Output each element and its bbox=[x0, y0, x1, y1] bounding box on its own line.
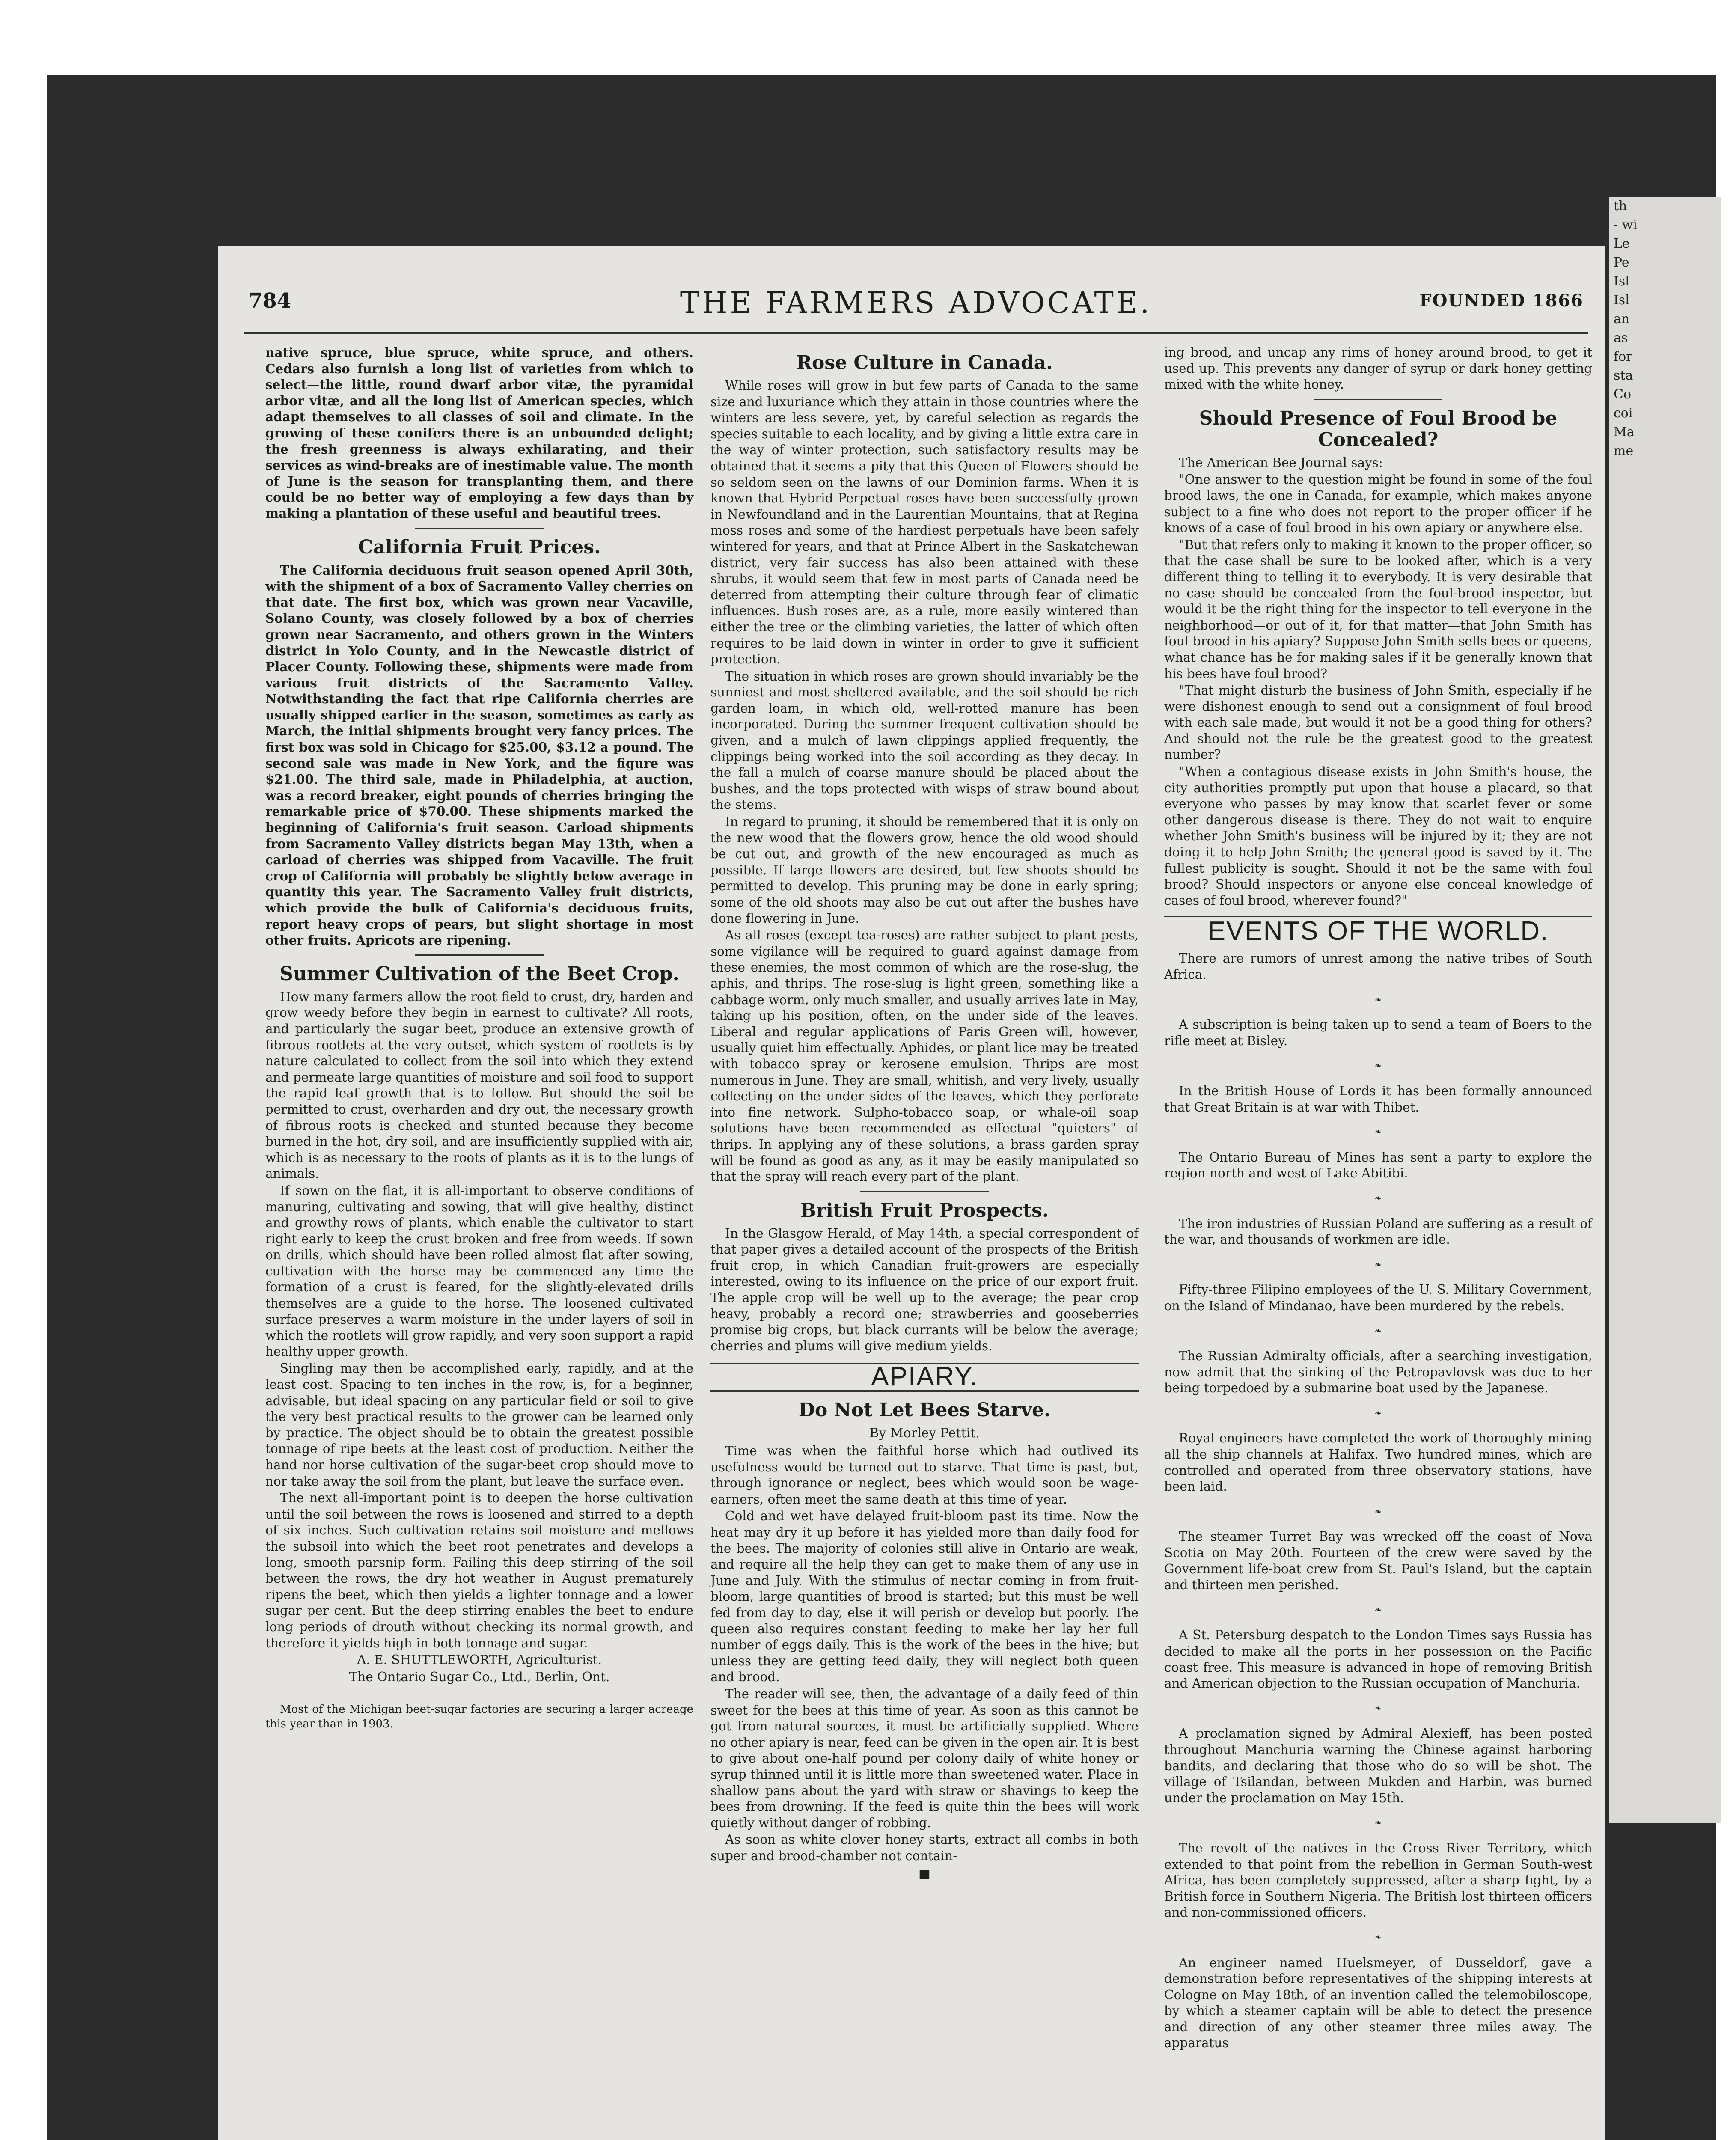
michigan-note: Most of the Michigan beet-sugar factories are securing a larger acreage this year than in 1903. bbox=[265, 1703, 693, 1731]
item-divider: ❧ bbox=[1374, 1703, 1382, 1713]
article-title-bees-starve: Do Not Let Bees Starve. bbox=[798, 1399, 1051, 1421]
article-paragraph: In the Glasgow Herald, of May 14th, a special correspondent of that paper gives a detailed account of the prospects of the British fruit crop, in which Canadian fruit-growers are especially interested, owing to its influence on the price of our export fruit. The apple crop will be well up to the average; the pear crop heavy, probably a record one; strawberries and gooseberries promise big crops, but black currants will be below the average; cherries and plums will give medium yields. bbox=[710, 1226, 1139, 1353]
section-heading-events: EVENTS OF THE WORLD. bbox=[1164, 916, 1592, 946]
bees-article-continuation: ing brood, and uncap any rims of honey around brood, to get it used up. This prevents any danger of syrup or dark honey getting mixed with the white honey. bbox=[1164, 345, 1592, 392]
edge-fragment: Pe bbox=[1614, 255, 1629, 270]
edge-fragment: sta bbox=[1614, 368, 1633, 383]
article-paragraph: The reader will see, then, the advantage of a daily feed of thin sweet for the bees at this time of year. As soon as this cannot be got from natural sources, it must be artificially supplied. Where no other apiary is near, feed can be given in the open air. It is best to give about one-half pound per colony daily of white honey or syrup thinned until it is little more than sweetened water. Place in shallow pans about the yard with straw or shavings to keep the bees from drowning. If the feed is quite thin the bees will work quietly without danger of robbing. bbox=[710, 1686, 1139, 1830]
article-paragraph: How many farmers allow the root field to crust, dry, harden and grow weedy before they begin in earnest to cultivate? All roots, and particularly the sugar beet, produce an extensive growth of fibrous rootlets at the very outset, which system of rootlets is by nature calculated to collect from the soil into which they extend and permeate large quantities of moisture and soil food to support the rapid leaf growth that is to follow. But should the soil be permitted to crust, overharden and dry out, the necessary growth of fibrous roots is checked and stunted because they become burned in the hot, dry soil, and are insufficiently supplied with air, which is as necessary to the roots of plants as it is to the lungs of animals. bbox=[265, 989, 693, 1181]
item-divider: ❧ bbox=[1374, 1126, 1382, 1137]
article-paragraph: Cold and wet have delayed fruit-bloom past its time. Now the heat may dry it up before it has yielded more than daily food for the bees. The majority of colonies still alive in Ontario are weak, and require all the help they can get to make them of any use in June and July. With the stimulus of nectar coming in from fruit-bloom, large quantities of brood is started; but this must be well fed from day to day, else it will perish or develop but poorly. The queen also requires constant feeding to make her lay her full number of eggs daily. This is the work of the bees in the hive; but unless they are getting feed daily, they will neglect both queen and brood. bbox=[710, 1509, 1139, 1685]
fold-mark: ■ bbox=[919, 1866, 930, 1881]
edge-fragment: me bbox=[1614, 443, 1634, 458]
section-heading-apiary: APIARY. bbox=[710, 1362, 1139, 1392]
edge-fragment: Ma bbox=[1614, 425, 1635, 440]
article-body-california: The California deciduous fruit season opened April 30th, with the shipment of a box of Sacramento Valley cherries on that date. The first box, which was grown near Vacaville, Solano County, was closely followed by a box of cherries grown near Sacramento, and others grown in the Winters district in Yolo County, and in the Newcastle district of Placer County. Following these, shipments were made from various fruit districts of the Sacramento Valley. Notwithstanding the fact that ripe California cherries are usually shipped earlier in the season, sometimes as early as March, the initial shipments brought very fancy prices. The first box was sold in Chicago for $25.00, $3.12 a pound. The second sale was made in New York, and the figure was $21.00. The third sale, made in Philadelphia, at auction, was a record breaker, eight pounds of cherries bringing the remarkable price of $70.00. These shipments marked the beginning of California's fruit season. Carload shipments from Sacramento Valley districts began May 13th, when a carload of cherries was shipped from Vacaville. The fruit crop of California will probably be slightly below average in quantity this year. The Sacramento Valley fruit districts, which provide the bulk of California's deciduous fruits, report heavy crops of pears, but slight shortage in most other fruits. Apricots are ripening. bbox=[265, 562, 693, 948]
news-item: There are rumors of unrest among the native tribes of South Africa. bbox=[1164, 951, 1592, 982]
article-title-rose-culture: Rose Culture in Canada. bbox=[796, 352, 1053, 374]
section-rule bbox=[415, 528, 544, 529]
article-title-california-fruit-prices: California Fruit Prices. bbox=[358, 536, 601, 558]
news-item: Royal engineers have completed the work of thoroughly mining all the ship channels at Halifax. Two hundred mines, which are controlled and operated from three observatory stations, have been laid. bbox=[1164, 1431, 1592, 1494]
news-item: The revolt of the natives in the Cross River Territory, which extended to that point from the rebellion in German South-west Africa, has been completely suppressed, after a sharp fight, by a British force in Southern Nigeria. The British lost thirteen officers and non-commissioned officers. bbox=[1164, 1840, 1592, 1920]
article-paragraph: The situation in which roses are grown should invariably be the sunniest and most sheltered available, and the soil should be rich garden loam, in which old, well-rotted manure has been incorporated. During the summer frequent cultivation should be given, and a mulch of lawn clippings applied frequently, the clippings being worked into the soil according as they decay. In the fall a mulch of coarse manure should be placed about the bushes, and the tops protected with wisps of straw bound about the stems. bbox=[710, 669, 1139, 812]
founded-year: FOUNDED 1866 bbox=[1419, 291, 1584, 311]
edge-fragment: for bbox=[1614, 349, 1632, 364]
item-divider: ❧ bbox=[1374, 1506, 1382, 1516]
article-paragraph: Time was when the faithful horse which had outlived its usefulness would be turned out to starve. That time is past, but, through ignorance or neglect, bees which would soon be wage-earners, often meet the same death at this time of year. bbox=[710, 1444, 1139, 1507]
edge-fragment: Co bbox=[1614, 387, 1632, 402]
news-item: In the British House of Lords it has been formally announced that Great Britain is at war with Thibet. bbox=[1164, 1083, 1592, 1115]
news-item: Fifty-three Filipino employees of the U. S. Military Government, on the Island of Mindanao, have been murdered by the rebels. bbox=[1164, 1282, 1592, 1313]
article-paragraph: As all roses (except tea-roses) are rather subject to plant pests, some vigilance will be required to guard against damage from these enemies, the most common of which are the rose-slug, the aphis, and thrips. The rose-slug is light green, something like a cabbage worm, only much smaller, and usually arrives late in May, taking up his position, often, on the under side of the leaves. Liberal and regular applications of Paris Green will, however, usually quiet him effectually. Aphides, or plant lice may be treated with tobacco spray or kerosene emulsion. Thrips are most numerous in June. They are small, whitish, and very lively, usually collecting on the under sides of the leaves, which they perforate into fine network. Sulpho-tobacco soap, or whale-oil soap solutions have been recommended as effectual "quieters" of thrips. In applying any of these solutions, a brass garden spray will be found as good as any, as it may be easily manipulated so that the spray will reach every part of the plant. bbox=[710, 928, 1139, 1184]
article-paragraph: "One answer to the question might be found in some of the foul brood laws, the one in Canada, for example, which makes anyone subject to a fine who does not report to the proper officer if he knows of a case of foul brood in his own apiary or anywhere else. bbox=[1164, 472, 1592, 535]
item-divider: ❧ bbox=[1374, 1817, 1382, 1828]
news-item: A St. Petersburg despatch to the London Times says Russia has decided to make all the ports in her possession on the Pacific coast free. This measure is advanced in hope of removing British and American objection to the Russian occupation of Manchuria. bbox=[1164, 1628, 1592, 1691]
article-paragraph: In regard to pruning, it should be remembered that it is only on the new wood that the flowers grow, hence the old wood should be cut out, and growth of the new encouraged as much as possible. If large flowers are desired, but few shoots should be permitted to develop. This pruning may be done in early spring; some of the old shoots may also be cut out after the bushes have done flowering in June. bbox=[710, 814, 1139, 926]
middle-column bbox=[710, 345, 1139, 1883]
newspaper-page bbox=[218, 246, 1605, 2140]
edge-fragment: Isl bbox=[1614, 293, 1629, 308]
item-divider: ❧ bbox=[1374, 1259, 1382, 1269]
edge-fragment: - wi bbox=[1614, 217, 1637, 232]
item-divider: ❧ bbox=[1374, 1604, 1382, 1615]
news-item: The Russian Admiralty officials, after a searching investigation, now admit that the sinking of the Petropavlovsk was due to her being torpedoed by a submarine boat used by the Japanese. bbox=[1164, 1349, 1592, 1396]
author-signature: A. E. SHUTTLEWORTH, Agriculturist. bbox=[357, 1653, 602, 1667]
item-divider: ❧ bbox=[1374, 1407, 1382, 1418]
article-lead: The American Bee Journal says: bbox=[1179, 455, 1383, 470]
article-title-british-fruit: British Fruit Prospects. bbox=[800, 1199, 1049, 1222]
page-number: 784 bbox=[248, 289, 291, 313]
article-title-foul-brood: Should Presence of Foul Brood be Concealed? bbox=[1199, 407, 1558, 451]
item-divider: ❧ bbox=[1374, 1325, 1382, 1336]
item-divider: ❧ bbox=[1374, 1932, 1382, 1942]
item-divider: ❧ bbox=[1374, 994, 1382, 1005]
news-item: The Ontario Bureau of Mines has sent a party to explore the region north and west of Lake Abitibi. bbox=[1164, 1150, 1592, 1181]
header-rule bbox=[244, 332, 1588, 334]
news-item: A subscription is being taken up to send a team of Boers to the rifle meet at Bisley. bbox=[1164, 1017, 1592, 1048]
section-rule bbox=[860, 1191, 989, 1192]
article-paragraph: While roses will grow in but few parts of Canada to the same size and luxuriance which they attain in those countries where the winters are less severe, yet, by careful selection as regards the species suitable to each locality, and by giving a little extra care in the way of winter protection, such satisfactory results may be obtained that it seems a pity that this Queen of Flowers should be so seldom seen on the lawns of our Dominion farms. When it is known that Hybrid Perpetual roses have been successfully grown in Newfoundland and in the Laurentian Mountains, that at Regina moss roses and some of the hardiest perpetuals have been safely wintered for years, and that at Prince Albert in the Saskatchewan district, very fair success has also been attained with these shrubs, it would seem that few in most parts of Canada need be deterred from attempting their culture through fear of climatic influences. Bush roses are, as a rule, more easily wintered than either the tree or the climbing varieties, the latter of which often requires to be laid down in winter in order to give it sufficient protection. bbox=[710, 378, 1139, 667]
masthead: THE FARMERS ADVOCATE. bbox=[680, 286, 1152, 320]
article-paragraph: If sown on the flat, it is all-important to observe conditions of manuring, cultivating and sowing, that will give healthy, distinct and growthy rows of plants, which enable the cultivator to start right early to keep the crust broken and free from weeds. If sown on drills, which should have been rolled almost flat after sowing, cultivation with the horse may be commenced any time the formation of a crust is feared, for the slightly-elevated drills themselves are a guide to the horse. The loosened cultivated surface preserves a warm moisture in the under layers of soil in which the rootlets will grow rapidly, and very soon support a rapid healthy upper growth. bbox=[265, 1183, 693, 1359]
edge-fragment: coi bbox=[1614, 406, 1633, 421]
section-rule bbox=[1314, 399, 1442, 400]
author-company: The Ontario Sugar Co., Ltd., Berlin, Ont. bbox=[349, 1669, 610, 1684]
article-paragraph: As soon as white clover honey starts, extract all combs in both super and brood-chamber not contain- bbox=[710, 1832, 1139, 1863]
page-header bbox=[244, 286, 1588, 327]
article-title-beet-cultivation: Summer Cultivation of the Beet Crop. bbox=[279, 963, 679, 985]
adjacent-page-edge bbox=[1609, 197, 1721, 1823]
edge-fragment: as bbox=[1614, 330, 1628, 345]
item-divider: ❧ bbox=[1374, 1192, 1382, 1203]
edge-fragment: Le bbox=[1614, 236, 1630, 251]
edge-fragment: Isl bbox=[1614, 274, 1629, 289]
edge-fragment: th bbox=[1614, 199, 1627, 214]
conifer-article-continuation: native spruce, blue spruce, white spruce, and others. Cedars also furnish a long list of varieties from which to select—the little, round dwarf arbor vitæ, the pyramidal arbor vitæ, and all the long list of American species, which adapt themselves to all classes of soil and climate. In the growing of these conifers there is an unbounded delight; the fresh greenness is always exhilarating, and their services as wind-breaks are of inestimable value. The month of June is the season for transplanting them, and there could be no better way of employing a few days than by making a plantation of these useful and beautiful trees. bbox=[265, 345, 693, 521]
right-column bbox=[1164, 345, 1592, 2060]
article-paragraph: "That might disturb the business of John Smith, especially if he were dishonest enough to send out a consignment of foul brood with each sale made, but would it not be a good thing for others? And should not the rule be the greatest good to the greatest number? bbox=[1164, 683, 1592, 762]
news-item: The steamer Turret Bay was wrecked off the coast of Nova Scotia on May 20th. Fourteen of the crew were saved by the Government life-boat crew from St. Paul's Island, but the captain and thirteen men perished. bbox=[1164, 1529, 1592, 1593]
item-divider: ❧ bbox=[1374, 1060, 1382, 1071]
article-paragraph: Singling may then be accomplished early, rapidly, and at the least cost. Spacing to ten inches in the row, is, for a beginner, advisable, but ideal spacing on any particular field or soil to give the very best practical results to the grower can be learned only by practice. The object should be to obtain the greatest possible tonnage of ripe beets at the least cost of production. Neither the hand nor horse cultivation of the sugar-beet crop should move to nor take away the soil from the plant, but leave the surface even. bbox=[265, 1361, 693, 1489]
news-item: The iron industries of Russian Poland are suffering as a result of the war, and thousands of workmen are idle. bbox=[1164, 1216, 1592, 1247]
article-paragraph: The next all-important point is to deepen the horse cultivation until the soil between the rows is loosened and stirred to a depth of six inches. Such cultivation retains soil moisture and mellows the subsoil into which the beet root penetrates and develops a long, smooth parsnip form. Failing this deep stirring of the soil between the rows, the dry hot weather in August prematurely ripens the beet, which then yields a lighter tonnage and a lower sugar per cent. But the deep stirring enables the beet to endure long periods of drouth without checking its normal growth, and therefore it yields high in both tonnage and sugar. bbox=[265, 1491, 693, 1650]
news-item: An engineer named Huelsmeyer, of Dusseldorf, gave a demonstration before representatives of the shipping interests at Cologne on May 18th, of an invention called the telemobiloscope, by which a steamer captain will be able to detect the presence and direction of any other steamer three miles away. The apparatus bbox=[1164, 1955, 1592, 2051]
byline: By Morley Pettit. bbox=[869, 1426, 980, 1441]
section-rule bbox=[415, 954, 544, 956]
edge-fragment: an bbox=[1614, 312, 1630, 327]
article-paragraph: "But that refers only to making it known to the proper officer, so that the case shall be sure to be looked after, which is a very different thing to telling it to everybody. It is very desirable that no case should be concealed from the foul-brood inspector, but would it be the right thing for the inspector to tell everyone in the neighborhood—or out of it, for that matter—that John Smith has foul brood in his apiary? Suppose John Smith sells bees or queens, what chance has he for making sales if it be generally known that his bees have foul brood? bbox=[1164, 537, 1592, 681]
article-paragraph: "When a contagious disease exists in John Smith's house, the city authorities promptly put upon that house a placard, so that everyone who passes by may know that scarlet fever or some other dangerous disease is there. They do not wait to enquire whether John Smith's business will be injured by it; they are not doing it to help John Smith; the general good is saved by it. The fullest publicity is sought. Should it not be the same with foul brood? Should inspectors or anyone else conceal knowledge of cases of foul brood, wherever found?" bbox=[1164, 764, 1592, 908]
news-item: A proclamation signed by Admiral Alexieff, has been posted throughout Manchuria warning the Chinese against harboring bandits, and declaring that those who do so will be shot. The village of Tsilandan, between Mukden and Harbin, was burned under the proclamation on May 15th. bbox=[1164, 1726, 1592, 1805]
left-column bbox=[265, 345, 693, 1732]
